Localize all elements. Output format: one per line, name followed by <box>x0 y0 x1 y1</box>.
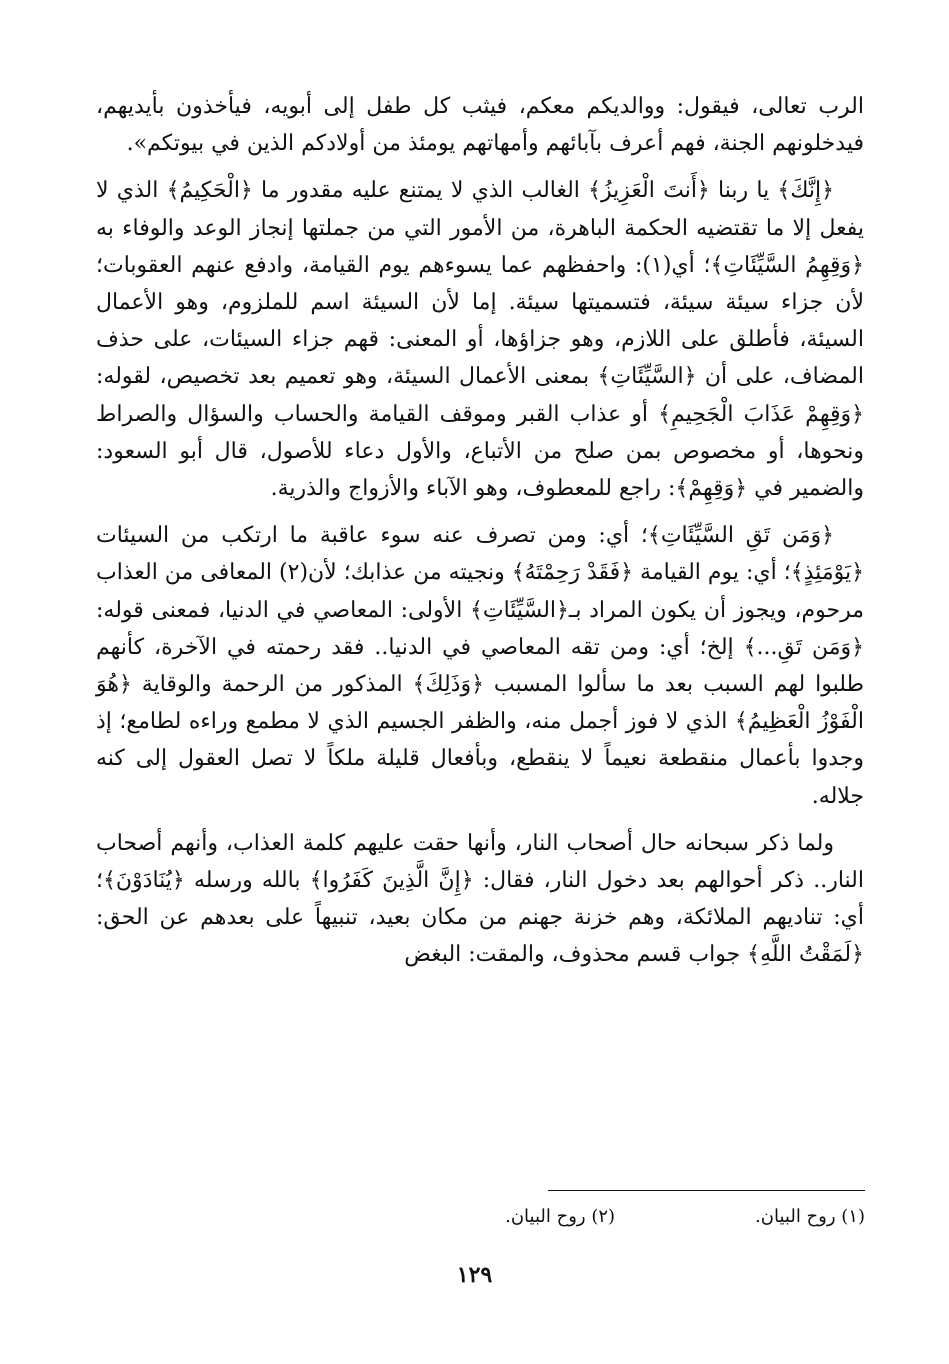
paragraph-3: ﴿وَمَن تَقِ السَّيِّئَاتِ﴾؛ أي: ومن تصرف عنه سوء عاقبة ما ارتكب من السيئات ﴿يَوْمَئِذٍ﴾؛ أي: يوم القيامة ﴿فَقَدْ رَحِمْتَهُ﴾ ونجيته من عذابك؛ لأن(٢) المعافى من العذاب مرحوم، ويجوز أن يكون المراد بـ﴿السَّيِّئَاتِ﴾ الأولى: المعاصي في الدنيا، فمعنى قوله: ﴿وَمَن تَقِ...﴾ إلخ؛ أي: ومن تقه المعاصي في الدنيا.. فقد رحمته في الآخرة، كأنهم طلبوا لهم السبب بعد ما سألوا المسبب ﴿وَذَلِكَ﴾ المذكور من الرحمة والوقاية ﴿هُوَ الْفَوْزُ الْعَظِيمُ﴾ الذي لا فوز أجمل منه، والظفر الجسيم الذي لا مطمع وراءه لطامع؛ إذ وجدوا بأعمال منقطعة نعيماً لا ينقطع، وبأفعال قليلة ملكاً لا تصل العقول إلى كنه جلاله. <box>96 523 864 809</box>
footnote-2: (٢) روح البيان. <box>505 1206 616 1227</box>
page-body <box>96 88 864 984</box>
page-number: ١٢٩ <box>456 1262 493 1288</box>
paragraph-2: ﴿إِنَّكَ﴾ يا ربنا ﴿أَنتَ الْعَزِيزُ﴾ الغالب الذي لا يمتنع عليه مقدور ما ﴿الْحَكِيمُ﴾ الذي لا يفعل إلا ما تقتضيه الحكمة الباهرة، من الأمور التي من جملتها إنجاز الوعد والوفاء به ﴿وَقِهِمُ السَّيِّئَاتِ﴾؛ أي(١): واحفظهم عما يسوءهم يوم القيامة، وادفع عنهم العقوبات؛ لأن جزاء سيئة سيئة، فتسميتها سيئة. إما لأن السيئة اسم للملزوم، وهو الأعمال السيئة، فأطلق على اللازم، وهو جزاؤها، أو المعنى: قهم جزاء السيئات، على حذف المضاف، على أن ﴿السَّيِّئَاتِ﴾ بمعنى الأعمال السيئة، وهو تعميم بعد تخصيص، لقوله: ﴿وَقِهِمْ عَذَابَ الْجَحِيمِ﴾ أو عذاب القبر وموقف القيامة والحساب والسؤال والصراط ونحوها، أو مخصوص بمن صلح من الأتباع، والأول دعاء للأصول، قال أبو السعود: والضمير في ﴿وَقِهِمْ﴾: راجع للمعطوف، وهو الآباء والأزواج والذرية. <box>96 178 864 502</box>
footnote-1: (١) روح البيان. <box>755 1206 865 1227</box>
paragraph-1: الرب تعالى، فيقول: ووالديكم معكم، فيثب كل طفل إلى أبويه، فيأخذون بأيديهم، فيدخلونهم الجنة، فهم أعرف بآبائهم وأمهاتهم يومئذ من أولادكم الذين في بيوتكم». <box>96 94 864 157</box>
footnote-divider <box>548 1190 865 1191</box>
paragraph-4: ولما ذكر سبحانه حال أصحاب النار، وأنها حقت عليهم كلمة العذاب، وأنهم أصحاب النار.. ذكر أحوالهم بعد دخول النار، فقال: ﴿إِنَّ الَّذِينَ كَفَرُوا﴾ بالله ورسله ﴿يُنَادَوْنَ﴾؛ أي: تناديهم الملائكة، وهم خزنة جهنم من مكان بعيد، تنبيهاً على بعدهم عن الحق: ﴿لَمَقْتُ اللَّهِ﴾ جواب قسم محذوف، والمقت: البغض <box>96 830 864 968</box>
footnotes <box>265 1206 865 1227</box>
